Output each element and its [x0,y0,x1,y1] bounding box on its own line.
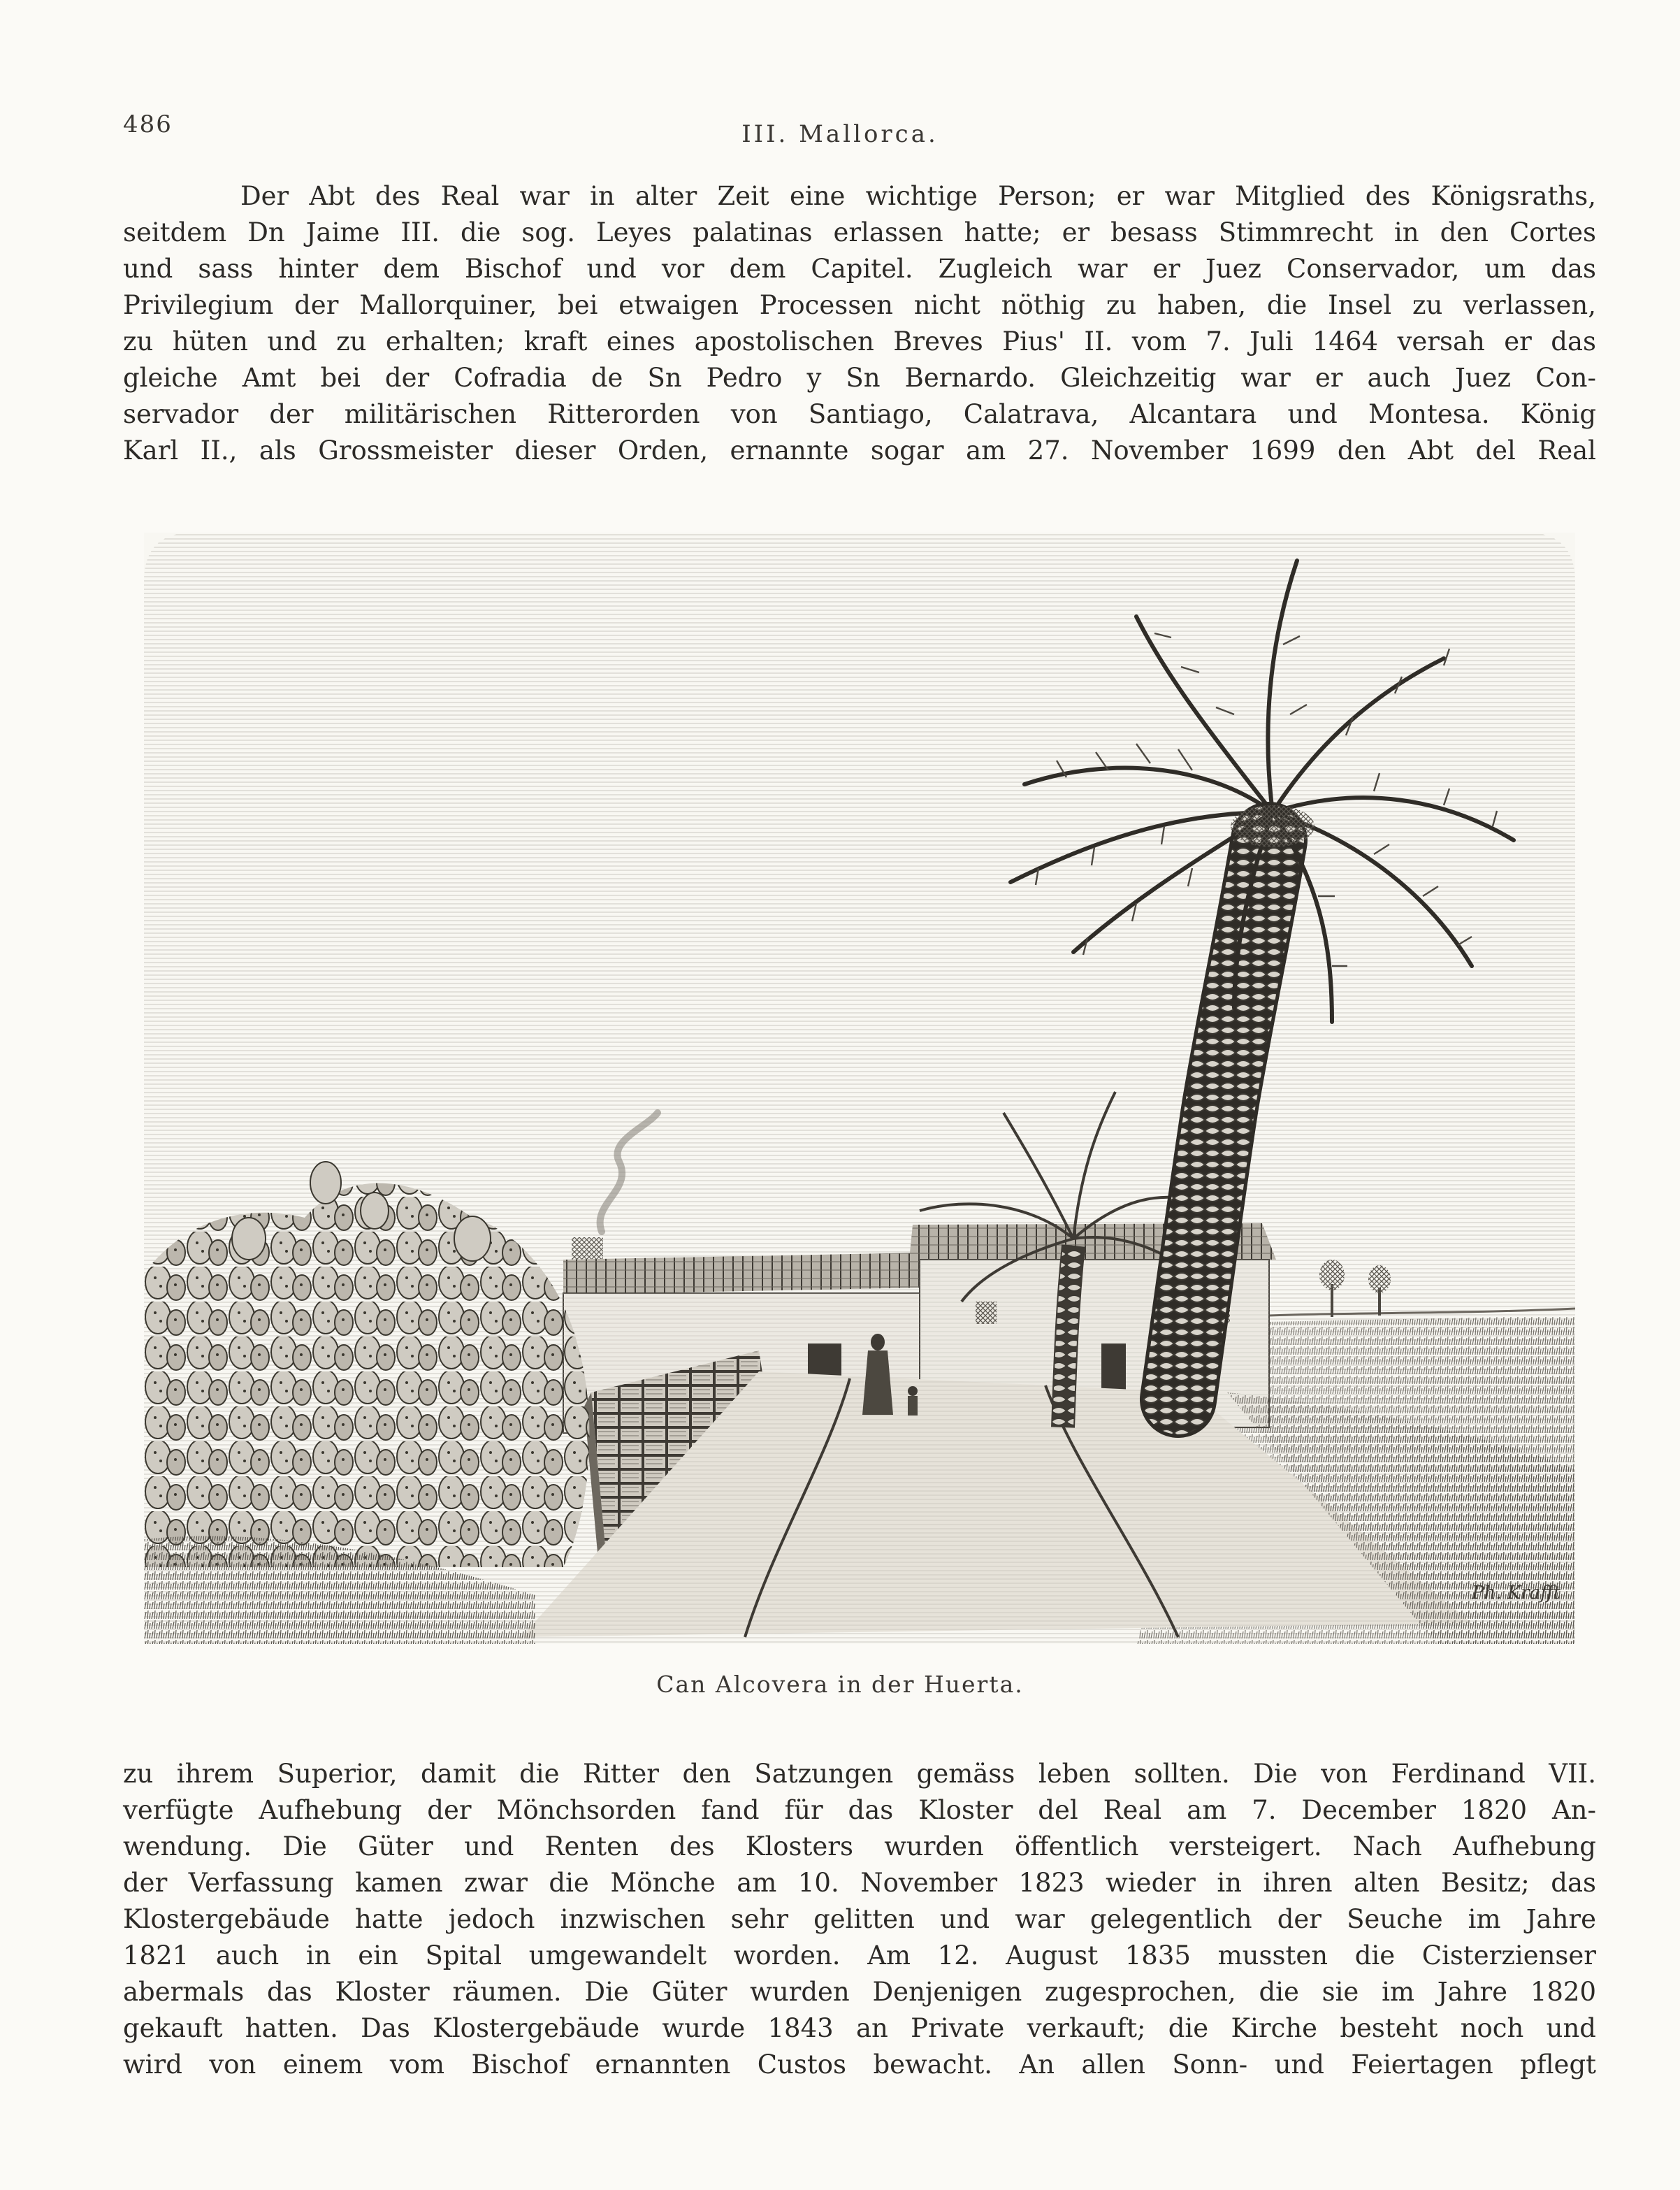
artist-signature: Ph. Krafft [1472,1583,1560,1604]
text-line: wendung. Die Güter und Renten des Klosters wurden öffentlich versteigert. Nach Aufhebung [123,1831,1596,1861]
text-line: gekauft hatten. Das Klostergebäude wurde 1843 an Private verkauft; die Kirche besteht noch und [123,2013,1596,2043]
engraving-illustration [144,533,1575,1644]
text-line: verfügte Aufhebung der Mönchsorden fand für das Kloster del Real am 7. December 1820 An- [123,1795,1596,1825]
text-line: wird von einem vom Bischof ernannten Custos bewacht. An allen Sonn- und Feiertagen pflegt [123,2049,1596,2080]
child-figure [908,1386,918,1415]
text-line: gleiche Amt bei der Cofradia de Sn Pedro y Sn Bernardo. Gleichzeitig war er auch Juez Con- [123,363,1596,393]
text-line: 1821 auch in ein Spital umgewandelt worden. Am 12. August 1835 mussten die Cisterzienser [123,1940,1596,1971]
text-line: zu ihrem Superior, damit die Ritter den Satzungen gemäss leben sollten. Die von Ferdinand VII. [123,1759,1596,1789]
running-head: III. Mallorca. [741,120,939,148]
figure-caption: Can Alcovera in der Huerta. [656,1671,1024,1698]
text-line: und sass hinter dem Bischof und vor dem Capitel. Zugleich war er Juez Conservador, um das [123,254,1596,284]
text-line: Der Abt des Real war in alter Zeit eine wichtige Person; er war Mitglied des Königsraths, [240,181,1596,211]
text-line: zu hüten und zu erhalten; kraft eines apostolischen Breves Pius' II. vom 7. Juli 1464 versah er das [123,326,1596,356]
text-line: Karl II., als Grossmeister dieser Orden, ernannte sogar am 27. November 1699 den Abt del Real [123,435,1596,466]
text-line: servador der militärischen Ritterorden von Santiago, Calatrava, Alcantara und Montesa. König [123,399,1596,429]
text-line: seitdem Dn Jaime III. die sog. Leyes palatinas erlassen hatte; er besass Stimmrecht in den Cortes [123,217,1596,247]
text-line: Klostergebäude hatte jedoch inzwischen sehr gelitten und war gelegentlich der Seuche im Jahre [123,1904,1596,1934]
text-line: der Verfassung kamen zwar die Mönche am 10. November 1823 wieder in ihren alten Besitz; das [123,1868,1596,1898]
text-line: Privilegium der Mallorquiner, bei etwaigen Processen nicht nöthig zu haben, die Insel zu verlassen, [123,290,1596,320]
text-line: abermals das Kloster räumen. Die Güter wurden Denjenigen zugesprochen, die sie im Jahre 1820 [123,1977,1596,2007]
paragraph-bottom [123,1756,1596,2083]
page-number: 486 [123,110,173,138]
paragraph-top [123,178,1596,469]
